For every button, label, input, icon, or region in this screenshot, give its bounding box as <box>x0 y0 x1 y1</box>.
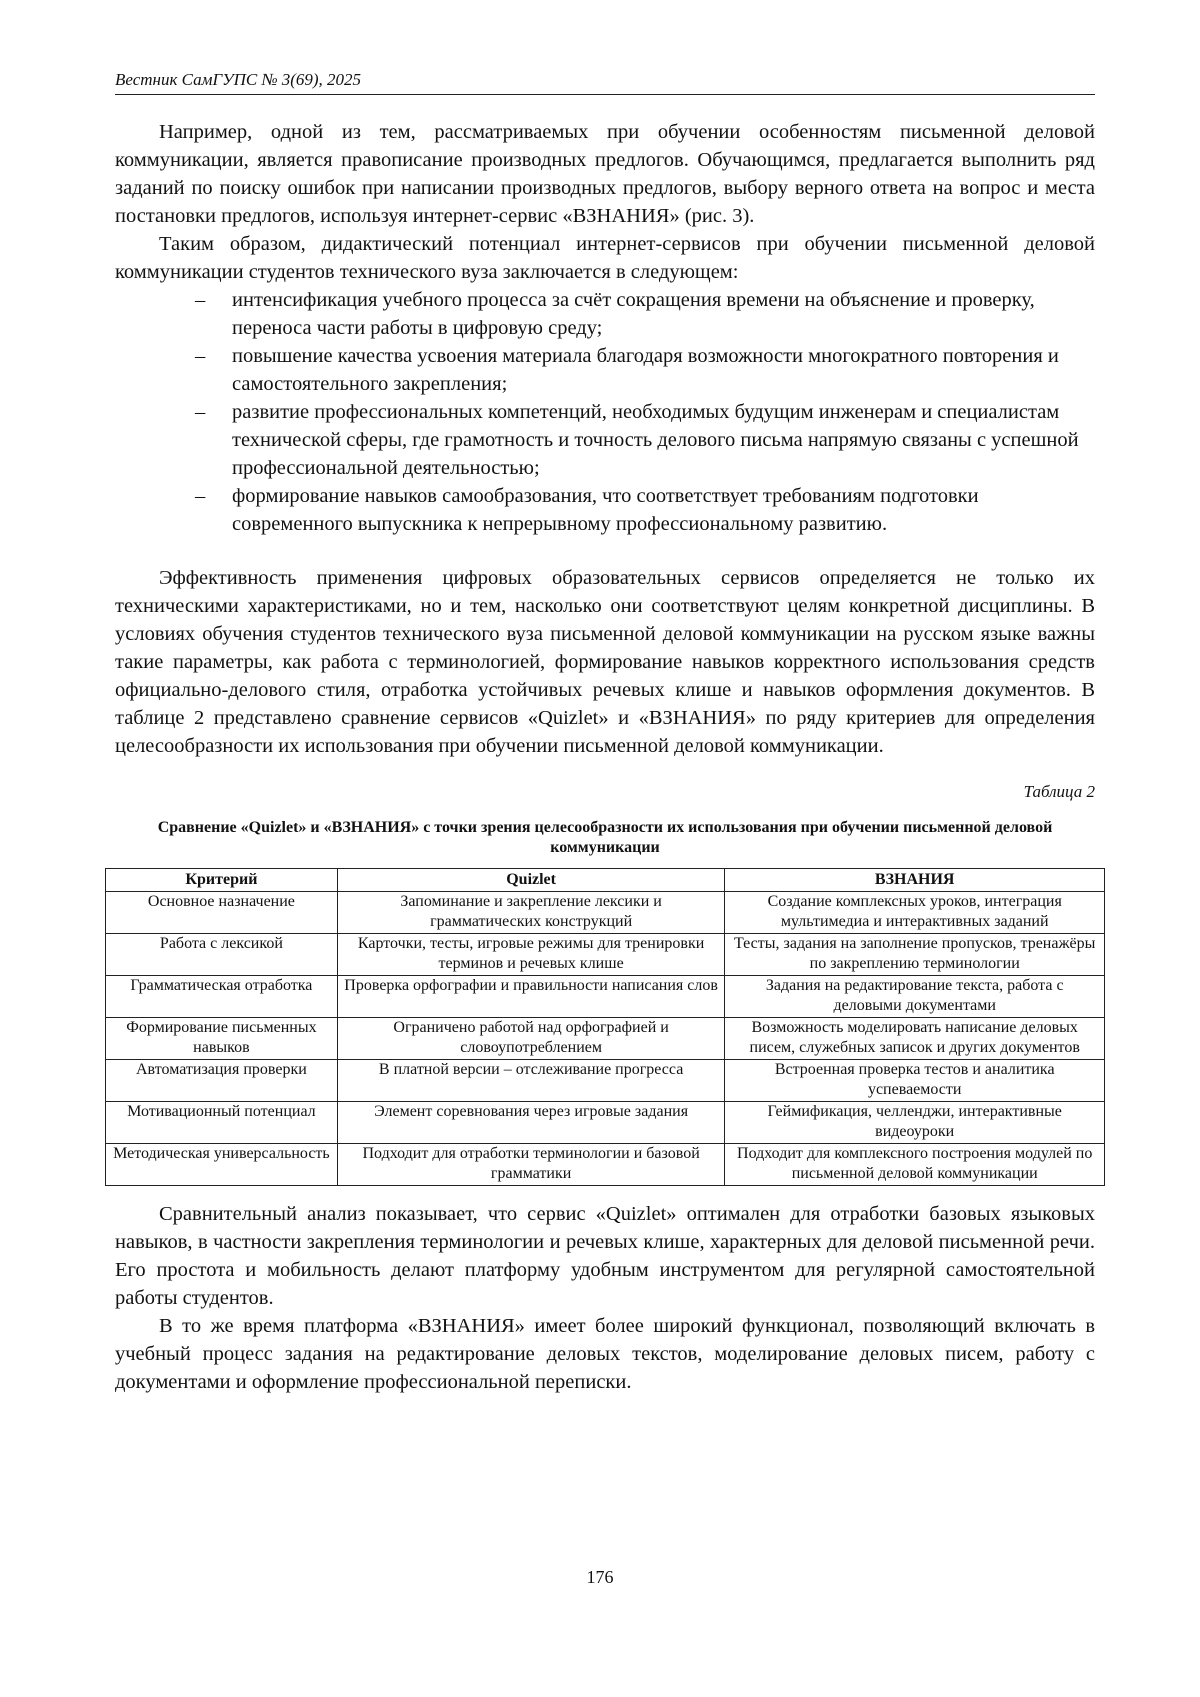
table-cell: Мотивационный потенциал <box>106 1102 338 1144</box>
table-row <box>106 1060 1105 1102</box>
table-cell: Встроенная проверка тестов и аналитика успеваемости <box>725 1060 1105 1102</box>
table-cell: В платной версии – отслеживание прогресса <box>337 1060 725 1102</box>
table-cell: Запоминание и закрепление лексики и грамматических конструкций <box>337 892 725 934</box>
table-row <box>106 934 1105 976</box>
table-cell: Подходит для комплексного построения модулей по письменной деловой коммуникации <box>725 1144 1105 1186</box>
table-header-row <box>106 869 1105 892</box>
table-row <box>106 1018 1105 1060</box>
paragraph-2: Таким образом, дидактический потенциал интернет-сервисов при обучении письменной деловой коммуникации студентов технического вуза заключается в следующем: <box>115 233 1095 283</box>
table-cell: Грамматическая отработка <box>106 976 338 1018</box>
paragraph-5: В то же время платформа «ВЗНАНИЯ» имеет более широкий функционал, позволяющий включать в учебный процесс задания на редактирование деловых текстов, моделирование деловых писем, работу с документами и оформление профессиональной переписки. <box>115 1315 1095 1393</box>
bullet-list <box>115 286 1095 538</box>
header-vznaniya: ВЗНАНИЯ <box>725 869 1105 892</box>
table-row <box>106 1144 1105 1186</box>
table-title: Сравнение «Quizlet» и «ВЗНАНИЯ» с точки зрения целесообразности их использования при обучении письменной деловой коммуникации <box>157 819 1053 856</box>
paragraph-4: Сравнительный анализ показывает, что сервис «Quizlet» оптимален для отработки базовых языковых навыков, в частности закрепления терминологии и речевых клише, характерных для деловой письменной речи. Его простота и мобильность делают платформу удобным инструментом для регулярной самостоятельной работы студентов. <box>115 1203 1095 1309</box>
header-quizlet: Quizlet <box>337 869 725 892</box>
article-body <box>115 118 1095 1396</box>
table-cell: Задания на редактирование текста, работа с деловыми документами <box>725 976 1105 1018</box>
table-cell: Проверка орфографии и правильности написания слов <box>337 976 725 1018</box>
table-cell: Автоматизация проверки <box>106 1060 338 1102</box>
table-cell: Карточки, тесты, игровые режимы для тренировки терминов и речевых клише <box>337 934 725 976</box>
table-cell: Основное назначение <box>106 892 338 934</box>
table-cell: Ограничено работой над орфографией и словоупотреблением <box>337 1018 725 1060</box>
table-row <box>106 892 1105 934</box>
comparison-table <box>105 868 1105 1186</box>
table-cell: Формирование письменных навыков <box>106 1018 338 1060</box>
bullet-item: – развитие профессиональных компетенций, необходимых будущим инженерам и специалистам технической сферы, где грамотность и точность делового письма напрямую связаны с успешной профессиональной деятельностью; <box>232 398 1095 482</box>
bullet-item: – интенсификация учебного процесса за счёт сокращения времени на объяснение и проверку, переноса части работы в цифровую среду; <box>232 286 1095 342</box>
table-cell: Возможность моделировать написание деловых писем, служебных записок и других документов <box>725 1018 1105 1060</box>
table-cell: Тесты, задания на заполнение пропусков, тренажёры по закреплению терминологии <box>725 934 1105 976</box>
bullet-item: – повышение качества усвоения материала благодаря возможности многократного повторения и самостоятельного закрепления; <box>232 342 1095 398</box>
table-cell: Работа с лексикой <box>106 934 338 976</box>
table-row <box>106 976 1105 1018</box>
journal-header: Вестник СамГУПС № 3(69), 2025 <box>115 70 1095 95</box>
table-cell: Геймификация, челленджи, интерактивные видеоуроки <box>725 1102 1105 1144</box>
table-caption: Таблица 2 <box>1023 782 1095 801</box>
table-cell: Создание комплексных уроков, интеграция мультимедиа и интерактивных заданий <box>725 892 1105 934</box>
table-row <box>106 1102 1105 1144</box>
header-criterion: Критерий <box>106 869 338 892</box>
paragraph-3: Эффективность применения цифровых образовательных сервисов определяется не только их техническими характеристиками, но и тем, насколько они соответствуют целям конкретной дисциплины. В условиях обучения студентов технического вуза письменной деловой коммуникации на русском языке важны такие параметры, как работа с терминологией, формирование навыков корректного использования средств официально-делового стиля, отработка устойчивых речевых клише и навыков оформления документов. В таблице 2 представлено сравнение сервисов «Quizlet» и «ВЗНАНИЯ» по ряду критериев для определения целесообразности их использования при обучении письменной деловой коммуникации. <box>115 567 1095 757</box>
table-cell: Методическая универсальность <box>106 1144 338 1186</box>
bullet-item: – формирование навыков самообразования, что соответствует требованиям подготовки современного выпускника к непрерывному профессиональному развитию. <box>232 482 1095 538</box>
table-cell: Подходит для отработки терминологии и базовой грамматики <box>337 1144 725 1186</box>
paragraph-1: Например, одной из тем, рассматриваемых при обучении особенностям письменной деловой коммуникации, является правописание производных предлогов. Обучающимся, предлагается выполнить ряд заданий по поиску ошибок при написании производных предлогов, выбору верного ответа на вопрос и места постановки предлогов, используя интернет-сервис «ВЗНАНИЯ» (рис. 3). <box>115 121 1095 227</box>
table-cell: Элемент соревнования через игровые задания <box>337 1102 725 1144</box>
page-number: 176 <box>586 1567 614 1587</box>
